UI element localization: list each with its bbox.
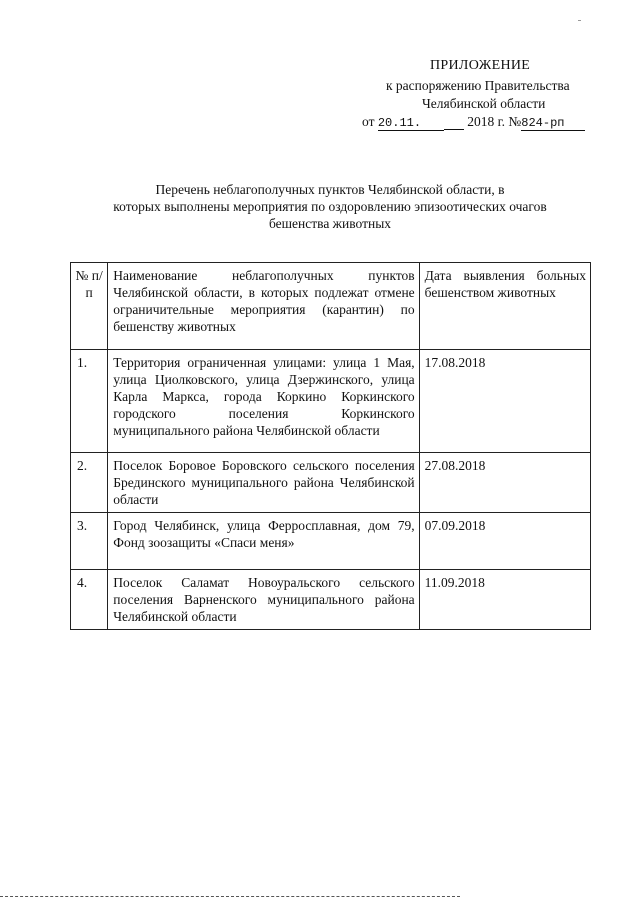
appendix-date-line (362, 114, 585, 131)
row-num: 1. (71, 350, 108, 453)
document-title-line2: которых выполнены мероприятия по оздоровлению эпизоотических очагов (113, 199, 547, 214)
table-row (71, 350, 591, 453)
date-value: 20.11. (378, 116, 444, 131)
date-underline-gap (444, 115, 464, 130)
row-date: 11.09.2018 (419, 570, 590, 630)
appendix-title: ПРИЛОЖЕНИЕ (430, 58, 531, 73)
row-num: 4. (71, 570, 108, 630)
document-title (70, 181, 590, 232)
document-title-line1: Перечень неблагополучных пунктов Челябинской области, в (155, 182, 505, 197)
table-row (71, 513, 591, 570)
row-num: 2. (71, 453, 108, 513)
document-number: 824-рп (521, 116, 585, 131)
row-name: Город Челябинск, улица Ферросплавная, дом 79, Фонд зоозащиты «Спаси меня» (108, 513, 419, 570)
header-name: Наименование неблагополучных пунктов Челябинской области, в которых подлежат отмене ограничительные мероприятия (карантин) по бешенству животных (108, 263, 419, 350)
row-name: Поселок Саламат Новоуральского сельского поселения Варненского муниципального района Челябинской области (108, 570, 419, 630)
date-prefix: от (362, 114, 375, 129)
table-header-row (71, 263, 591, 350)
table-row (71, 453, 591, 513)
scan-mark (578, 20, 581, 21)
row-num: 3. (71, 513, 108, 570)
appendix-subtitle-line1: к распоряжению Правительства (386, 78, 570, 93)
row-date: 07.09.2018 (419, 513, 590, 570)
row-date: 27.08.2018 (419, 453, 590, 513)
row-date: 17.08.2018 (419, 350, 590, 453)
row-name: Территория ограниченная улицами: улица 1 Мая, улица Циолковского, улица Дзержинского, улица Карла Маркса, города Коркино Коркинского городского поселения Коркинского муниципального района Челябинской области (108, 350, 419, 453)
row-name: Поселок Боровое Боровского сельского поселения Брединского муниципального района Челябинской области (108, 453, 419, 513)
header-num: № п/п (71, 263, 108, 350)
date-mid-text: 2018 г. № (467, 114, 522, 129)
appendix-subtitle-line2: Челябинской области (422, 96, 546, 111)
points-table (70, 262, 591, 630)
header-date: Дата выявления больных бешенством животных (419, 263, 590, 350)
table-row (71, 570, 591, 630)
document-title-line3: бешенства животных (268, 216, 392, 231)
scan-edge-line (0, 896, 460, 897)
